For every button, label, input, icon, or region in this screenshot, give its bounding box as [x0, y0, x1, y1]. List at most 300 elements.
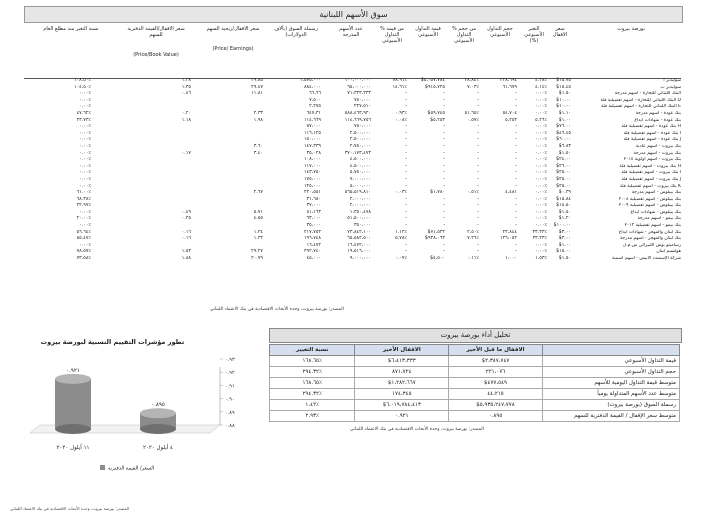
- cell-value: -: [443, 104, 445, 110]
- cell-shares: ٥٦٥،٥١٩،٨١٠: [344, 190, 371, 196]
- cell-shares: ٤،٥٠٠،٠٠٠: [349, 157, 371, 163]
- cell-change: ٢٩٤.٣٢٪: [270, 389, 355, 400]
- cell-metric: قيمة التداول الأسبوعي: [542, 356, 679, 367]
- cell-pb: ٠.١٦: [181, 229, 191, 235]
- cell-pe: ٥.٧١: [253, 209, 263, 215]
- cell-val-pct: -: [405, 157, 407, 163]
- cell-vol-pct: ٠.٥٧٪: [467, 117, 479, 123]
- cell-change: ٠.٠٠٪: [535, 91, 547, 97]
- cell-val-pct: -: [405, 209, 407, 215]
- legend-label: السعر/ القيمة الدفترية: [108, 465, 155, 472]
- cell-name: بنك بيروت - أسهم عادية: [635, 143, 681, 149]
- cell-pe: ٢٩.٤٧: [251, 84, 263, 90]
- cell-close: $١.٥٠: [558, 209, 571, 215]
- data-label: ٠.٩٢١: [66, 367, 80, 374]
- cell-val-pct: -: [405, 137, 407, 143]
- cell-close: $٠.٣٩: [558, 190, 571, 196]
- cell-pe: ١.٣٢: [253, 236, 263, 242]
- cell-close: $١.٠٠: [558, 242, 571, 248]
- cell-ytd: ٢٣.٧٣٪: [76, 117, 91, 123]
- cell-ytd: ٥٥.٤٧٪: [76, 236, 91, 242]
- header-pe: [203, 26, 263, 52]
- header-close: سعر الاقفال: [552, 26, 568, 38]
- cell-ytd: ٢٢.٩٧٪: [76, 203, 91, 209]
- cell-last-week: ٠.٨٩٥: [449, 411, 543, 422]
- cell-change: ٠.٠٠٪: [535, 104, 547, 110]
- cell-volume: -: [515, 104, 517, 110]
- y-tick-label: ٠.٨٨: [225, 423, 235, 429]
- cell-pe: ٢.٦٧: [253, 190, 263, 196]
- cell-value: -: [443, 143, 445, 149]
- cell-mcap: ٥٧،٠٠٠: [306, 124, 321, 130]
- cell-close: $١٥.٤٥: [556, 84, 571, 90]
- cell-val-pct: -: [405, 91, 407, 97]
- cell-change: ٠.٠٠٪: [535, 249, 547, 255]
- table-row: [24, 104, 681, 111]
- header-value-pct: % من قيمة التداول الأسبوعي: [380, 26, 404, 44]
- cell-this-week: $١،٢٨٢،٦٦٧: [355, 378, 449, 389]
- table-row: [24, 203, 681, 210]
- cell-pe: ٤.٥٥: [253, 216, 263, 222]
- cell-metric: حجم التداول الأسبوعي: [542, 367, 679, 378]
- cell-volume: -: [515, 176, 517, 182]
- cell-close: $٢٤.٠٠: [556, 157, 571, 163]
- header-volume-pct: % من حجم التداول الأسبوعي: [451, 26, 477, 44]
- cell-ytd: ٤٧.٦٢٪: [76, 110, 91, 116]
- cell-value: -: [443, 157, 445, 163]
- cell-mcap: ٧،٥٠٠: [309, 97, 321, 103]
- cell-change: ٠.٠٠٪: [535, 110, 547, 116]
- cell-close: $١.١٠: [558, 110, 571, 116]
- cell-name: هولسيم لبنان: [656, 249, 681, 255]
- cell-pb: ٠.٤٦: [181, 91, 191, 97]
- cell-volume: -: [515, 91, 517, 97]
- cell-val-pct: -: [405, 223, 407, 229]
- cell-vol-pct: -: [477, 91, 479, 97]
- table-row: [24, 236, 681, 243]
- market-title: سوق الأسهم اللبنانية: [24, 6, 683, 23]
- cell-vol-pct: -: [477, 183, 479, 189]
- x-tick-label: ٤ أيلول ٢٠٢٠: [142, 445, 174, 451]
- cell-change: ١.٤٢٪: [270, 400, 355, 411]
- cell-change: ٠.٠٠٪: [535, 216, 547, 222]
- cell-volume: -: [515, 196, 517, 202]
- cell-name: بنك بيروت - أسهم مدرجة: [633, 150, 681, 156]
- bar-top: [140, 408, 176, 418]
- table-row: [24, 216, 681, 223]
- table-row: [270, 367, 680, 378]
- performance-header-row: [270, 345, 680, 356]
- cell-close: $٦٠.٠٠: [556, 137, 571, 143]
- cell-mcap: ١٤٧،٣٣٩: [303, 143, 321, 149]
- cell-change: ٠.٠٠٪: [535, 124, 547, 130]
- cell-mcap: ٨١،١٦٣: [306, 209, 321, 215]
- cell-this-week: ٠.٩٢١: [355, 411, 449, 422]
- cell-shares: ٢،٥٠٠،٠٠٠: [349, 137, 371, 143]
- cell-last-week: $٢،٣٨٧،٧٤٧: [449, 356, 543, 367]
- cell-mcap: ١٤٣،٧٥٠: [303, 170, 321, 176]
- cell-mcap: ٣٥،٠٢٨: [306, 150, 321, 156]
- cell-pe: ٢٩.٢٧: [251, 249, 263, 255]
- cell-vol-pct: -: [477, 209, 479, 215]
- cell-mcap: ١٥٠،٠٠٠: [303, 137, 321, 143]
- cell-name: بنك بيروت - أسهم تفضيلية فئة K: [619, 183, 681, 189]
- cell-pe: ٣.٦٠: [253, 143, 263, 149]
- cell-mcap: ١١٤،٦٦٩: [303, 117, 321, 123]
- cell-ytd: ٠.٠٠٪: [79, 104, 91, 110]
- bar-top: [55, 374, 91, 384]
- cell-val-pct: -: [405, 150, 407, 156]
- cell-shares: ٧١،٣٣٣،٣٣٣: [347, 91, 371, 97]
- cell-mcap: ١٦،٤٧٢: [306, 242, 321, 248]
- header-perf-last-week: الاقفال ما قبل الأخير: [449, 345, 543, 356]
- cell-change: ٤.١٤٪: [535, 84, 547, 90]
- cell-volume: ١٣٦،٠٥٢: [499, 236, 517, 242]
- table-row: [24, 91, 681, 98]
- cell-volume: -: [515, 130, 517, 136]
- header-mcap: رسملة السوق (بآلاف الدولارات): [274, 26, 318, 38]
- cell-vol-pct: -: [477, 143, 479, 149]
- cell-ytd: ٠.٠٠٪: [79, 150, 91, 156]
- cell-val-pct: -: [405, 196, 407, 202]
- cell-vol-pct: ٠.٥١٪: [467, 190, 479, 196]
- cell-name: بنك بيبلوس - أسهم مدرجة: [631, 190, 681, 196]
- cell-val-pct: -: [405, 104, 407, 110]
- cell-val-pct: ٠.٠٧٪: [395, 256, 407, 262]
- cell-shares: ١١٤،٦٦٩،٧٥٦: [344, 117, 371, 123]
- cell-name: بنك بيبلوس - شهادات ايداع: [630, 209, 681, 215]
- cell-change: ٠.٠٠٪: [535, 170, 547, 176]
- cell-value: -: [443, 203, 445, 209]
- cell-volume: -: [515, 170, 517, 176]
- cell-change: ٢.٩٣٪: [270, 411, 355, 422]
- cell-change: ٣٣.٣٣٪: [532, 229, 547, 235]
- cell-ytd: ٧٣.٥٨٪: [76, 256, 91, 262]
- header-perf-this-week: الاقفال الأخير: [355, 345, 449, 356]
- cell-vol-pct: -: [477, 163, 479, 169]
- cell-volume: ٥،٢٥٣: [505, 117, 517, 123]
- cell-change: ٠.٠٠٪: [535, 130, 547, 136]
- cell-pb: ٠.٢٥: [181, 216, 191, 222]
- cell-vol-pct: -: [477, 242, 479, 248]
- cell-change: ٠.٠٠٪: [535, 203, 547, 209]
- table-row: [24, 111, 681, 118]
- cell-close: $٧٦.٠٠: [556, 124, 571, 130]
- chart-title: تطور مؤشرات التقييم النسبية لبورصة بيروت: [40, 338, 185, 346]
- table-row: [270, 356, 680, 367]
- header-shares: عدد الأسهم المدرجة: [339, 26, 363, 38]
- header-pb-ar: سعر الاقفال/القيمة الدفترية للسهم: [127, 26, 185, 38]
- header-ytd: نسبة التغير منذ مطلع العام: [43, 26, 99, 32]
- header-pe-ar: سعر الاقفال/ربحية السهم: [206, 26, 260, 32]
- cell-val-pct: -: [405, 170, 407, 176]
- cell-vol-pct: -: [477, 216, 479, 222]
- cell-value: $٤،٥٠٠: [430, 256, 445, 262]
- cell-mcap: ٢،٢٧٥: [309, 104, 321, 110]
- cell-shares: ٣٥٠،٠٠٠: [353, 223, 371, 229]
- cell-shares: ٥٨٨،٤٦٣،٩٢٠: [344, 110, 371, 116]
- cell-volume: ٤،٤٨١: [505, 190, 517, 196]
- cell-val-pct: -: [405, 143, 407, 149]
- cell-pe: ٢.٣٣: [253, 110, 263, 116]
- table-row: [270, 400, 680, 411]
- cell-value: -: [443, 130, 445, 136]
- cell-mcap: ٤٥،٠٠٠: [306, 256, 321, 262]
- cell-change: ٠.٠٠٪: [535, 157, 547, 163]
- cell-vol-pct: -: [477, 157, 479, 163]
- cell-ytd: ٧٨.٥٧٪: [76, 249, 91, 255]
- cell-shares: ٧٥٠،٠٠٠: [353, 97, 371, 103]
- cell-val-pct: -: [405, 130, 407, 136]
- table-row: [24, 137, 681, 144]
- header-pe-en: (Price/ Earnings): [212, 46, 254, 52]
- cell-pb: ٠.٢٠: [181, 110, 191, 116]
- cell-value: -: [443, 170, 445, 176]
- cell-shares: ٤،٥٠٠،٠٠٠: [349, 163, 371, 169]
- cell-ytd: ٦٨.٣٨٪: [76, 196, 91, 202]
- cell-change: ٥.٢٦٪: [535, 117, 547, 123]
- legend-swatch: [100, 465, 105, 470]
- cell-close: $٦.٨٣: [558, 143, 571, 149]
- cell-shares: ٦٥،٥٨٢،٥٠٠: [347, 236, 371, 242]
- cell-vol-pct: -: [477, 130, 479, 136]
- cell-val-pct: ٠.٠٣٪: [395, 190, 407, 196]
- cell-mcap: ١٠٨،٠٠٠: [303, 157, 321, 163]
- cell-val-pct: ١٤.٦١٪: [392, 84, 407, 90]
- cell-vol-pct: -: [477, 104, 479, 110]
- cell-shares: ١٩،٥١٦،٠٠٠: [347, 249, 371, 255]
- cell-pb: ١.٨٨: [181, 256, 191, 262]
- cell-metric: رسملة السوق (بورصة بيروت): [542, 400, 679, 411]
- cell-mcap: ١٧٥،٠٠٠: [303, 176, 321, 182]
- cell-value: -: [443, 163, 445, 169]
- cell-name: البنك اللبناني للتجارة - أسهم تفضيلية فئة D: [600, 97, 681, 103]
- cell-shares: ٧٣،٨٤٢،١٠٠: [347, 229, 371, 235]
- table-row: [24, 170, 681, 177]
- cell-val-pct: ٧٨.٩١٪: [392, 78, 407, 83]
- cell-vol-pct: ٠.١١٪: [467, 256, 479, 262]
- cell-close: $١٥.٨٤: [556, 196, 571, 202]
- table-row: [24, 210, 681, 217]
- cell-change: ٢٩٤.٣٢٪: [270, 367, 355, 378]
- cell-close: $١.٥٠: [558, 256, 571, 262]
- cell-change: ١٦٨.٦٥٪: [270, 378, 355, 389]
- cell-value: -: [443, 196, 445, 202]
- cell-vol-pct: -: [477, 176, 479, 182]
- cell-name: سوليدير أ: [663, 78, 681, 83]
- cell-shares: ١٠٠،٠٠٠،٠٠٠: [344, 78, 371, 83]
- cell-shares: ٩،٠٠٠،٠٠٠: [349, 256, 371, 262]
- cell-value: -: [443, 97, 445, 103]
- cell-change: ٤.٣٨٪: [535, 78, 547, 83]
- cell-name: بنك عودة - أسهم تفضيلية فئة J: [623, 137, 681, 143]
- cell-vol-pct: -: [477, 203, 479, 209]
- cell-change: ٠.٠٠٪: [535, 190, 547, 196]
- cell-value: $٧١،٥٣٢: [427, 229, 445, 235]
- cell-val-pct: -: [405, 97, 407, 103]
- cell-close: $١٨.٥٠: [556, 203, 571, 209]
- cell-mcap: ١١٦،١٢٥: [303, 130, 321, 136]
- cell-last-week: ٢٢١،٠٧٦: [449, 367, 543, 378]
- cell-name: بنك بيبلوس - أسهم تفضيلية ٢٠٠٨: [618, 196, 681, 202]
- market-table-body: [24, 78, 681, 263]
- cell-ytd: ٠.٠٠٪: [79, 176, 91, 182]
- cell-mcap: ٢٢٠،٥٥١: [303, 190, 321, 196]
- cell-pb: ٠.٤٩: [181, 209, 191, 215]
- cell-volume: ٥٤،٧٠٤: [502, 110, 517, 116]
- cell-val-pct: -: [405, 203, 407, 209]
- cell-name: بنك بيروت - أسهم تفضيلية فئة I: [621, 170, 681, 176]
- cell-vol-pct: ٥١.٦٥٪: [464, 110, 479, 116]
- cell-close: $١.٥٠: [558, 91, 571, 97]
- cell-this-week: $٦،٠١٩،٧٨٤،٤١٣: [355, 400, 449, 411]
- cell-volume: ١،٠٠٠: [505, 256, 517, 262]
- cell-value: -: [443, 124, 445, 130]
- cell-shares: ٦٥،٠٠٠،٠٠٠: [347, 84, 371, 90]
- cell-ytd: ٦١.٠٠٪: [76, 190, 91, 196]
- cell-ytd: ٠.٠٠٪: [79, 170, 91, 176]
- cell-name: بنك بيمو - أسهم تفضيلية ٢٠١٣: [624, 223, 681, 229]
- bar: [55, 379, 91, 429]
- cell-mcap: ٦٤٧،٣١: [306, 110, 321, 116]
- cell-metric: متوسط قيمة التداول اليومية للأسهم: [542, 378, 679, 389]
- cell-name: بنك عودة - أسهم تفضيلية فئة I: [623, 130, 681, 136]
- cell-change: ٠.٠٠٪: [535, 176, 547, 182]
- cell-value: -: [443, 91, 445, 97]
- cell-value: $١،٧٨٠: [430, 190, 445, 196]
- header-volume: حجم التداول الأسبوعي: [487, 26, 513, 38]
- cell-pb: ٠.١٧: [181, 150, 191, 156]
- cell-volume: -: [515, 163, 517, 169]
- cell-volume: -: [515, 97, 517, 103]
- table-row: [24, 157, 681, 164]
- cell-metric: متوسط عدد الأسهم المتداولة يومياً: [542, 389, 679, 400]
- cell-close: $٢٥.٠٠: [556, 170, 571, 176]
- cell-shares: ٢٢٧،٥١٠: [353, 104, 371, 110]
- table-row: [24, 78, 681, 85]
- cell-volume: ٦١،٦٧٩: [502, 84, 517, 90]
- y-tick-label: ٠.٨٩: [225, 409, 235, 416]
- data-label: ٠.٨٩٥: [151, 402, 165, 409]
- cell-close: $١٥.٧٥: [556, 78, 571, 83]
- cell-shares: ٥،٠٠٠،٠٠٠: [349, 183, 371, 189]
- cell-value: $٥،٠٥٧،٧٨٤: [420, 78, 445, 83]
- cell-value: -: [443, 242, 445, 248]
- cell-ytd: ٠.٠٠٪: [79, 137, 91, 143]
- table-row: [24, 184, 681, 191]
- cell-volume: -: [515, 137, 517, 143]
- cell-vol-pct: -: [477, 196, 479, 202]
- cell-shares: ٢،٠٠٠،٠٠٠: [349, 196, 371, 202]
- cell-pb: ١.١٨: [181, 117, 191, 123]
- cell-volume: -: [515, 157, 517, 163]
- cell-change: ٠.٠٠٪: [535, 97, 547, 103]
- header-company: بورصة بيروت: [617, 26, 645, 32]
- cell-name: بنك بيمو - أسهم مدرجة: [637, 216, 681, 222]
- cell-volume: -: [515, 124, 517, 130]
- cell-mcap: ٣٧،٠٠٠: [306, 203, 321, 209]
- cell-volume: -: [515, 150, 517, 156]
- cell-value: $٥٩،٧٤٥: [427, 110, 445, 116]
- cell-shares: ٢،٥٠٠،٠٠٠: [349, 130, 371, 136]
- cell-vol-pct: ٣٨.٨٤٪: [464, 78, 479, 83]
- cell-vol-pct: -: [477, 170, 479, 176]
- cell-change: ٠.٠٠٪: [535, 196, 547, 202]
- y-tick-label: ٠.٩٠: [225, 396, 235, 403]
- cell-ytd: ٠.٠٠٪: [79, 124, 91, 130]
- cell-close: $١٠.٠٠: [556, 104, 571, 110]
- cell-val-pct: -: [405, 176, 407, 182]
- cell-this-week: ١٧٤،٣٤٥: [355, 389, 449, 400]
- cell-pe: ١١.٨١: [251, 91, 263, 97]
- cell-pe: ٢٩.٨٥: [251, 78, 263, 83]
- cell-last-week: $٤٧٧،٥٤٩: [449, 378, 543, 389]
- cell-pe: ١.٣٤: [253, 229, 263, 235]
- cell-ytd: ٠.٠٠٪: [79, 223, 91, 229]
- cell-last-week: ٤٤،٢١٥: [449, 389, 543, 400]
- cell-vol-pct: ٧.٠٣٪: [467, 84, 479, 90]
- performance-table: [269, 344, 680, 422]
- cell-mcap: ٦٦،٦٦: [309, 91, 321, 97]
- bar-base: [140, 424, 176, 434]
- table-row: [270, 389, 680, 400]
- cell-ytd: ٠.٠٠٪: [79, 183, 91, 189]
- cell-vol-pct: -: [477, 150, 479, 156]
- table-row: [24, 243, 681, 250]
- cell-val-pct: ٠.٩٣٪: [395, 110, 407, 116]
- cell-shares: ٢،٧٥٠،٠٠٠: [349, 143, 371, 149]
- table-row: [24, 98, 681, 105]
- table-row: [270, 378, 680, 389]
- cell-close: $١.٢٠: [558, 216, 571, 222]
- cell-mcap: ١،٥٧٥،٠٠٠: [299, 78, 321, 83]
- cell-ytd: ٠.٠٠٪: [79, 209, 91, 215]
- table-row: [24, 177, 681, 184]
- cell-shares: ٥،٧٥٠،٠٠٠: [349, 170, 371, 176]
- cell-vol-pct: ٧.٢٦٪: [467, 236, 479, 242]
- cell-name: رساميتو بوس الليبرالي ش.م.ل: [622, 242, 681, 248]
- cell-value: $٥،٢٥٣: [430, 117, 445, 123]
- cell-value: -: [443, 176, 445, 182]
- cell-value: -: [443, 183, 445, 189]
- cell-ytd: ٠.٠٠٪: [79, 143, 91, 149]
- table-row: [270, 411, 680, 422]
- cell-close: $٣.٠٠: [558, 236, 571, 242]
- cell-pb: ١.٣٥: [181, 84, 191, 90]
- cell-ytd: ٠.٠٠٪: [79, 91, 91, 97]
- cell-ytd: ١٠٨.٥٠٪: [74, 78, 91, 83]
- cell-change: ٠.٠٠٪: [535, 209, 547, 215]
- cell-value: -: [443, 137, 445, 143]
- cell-close: $٣.٠٠: [558, 229, 571, 235]
- cell-change: ٠.٠٠٪: [535, 223, 547, 229]
- table-row: [24, 223, 681, 230]
- cell-ytd: ٠.٠٠٪: [79, 242, 91, 248]
- cell-mcap: ٣٥،٠٠٠: [306, 223, 321, 229]
- cell-change: ٠.٠٠٪: [535, 183, 547, 189]
- performance-body: [270, 356, 680, 422]
- cell-mcap: ٨٨٤،٠٠٠: [303, 84, 321, 90]
- cell-name: بنك بيروت - أسهم تفضيلية فئة J: [621, 176, 681, 182]
- cell-close: $١.٠٠: [558, 117, 571, 123]
- cell-vol-pct: -: [477, 249, 479, 255]
- cell-mcap: ٢١٧،٧٥٣: [303, 229, 321, 235]
- cell-volume: -: [515, 183, 517, 189]
- cell-ytd: ١٠٤.٥٠٪: [74, 84, 91, 90]
- cell-volume: -: [515, 209, 517, 215]
- table-row: [24, 144, 681, 151]
- table-row: [24, 190, 681, 197]
